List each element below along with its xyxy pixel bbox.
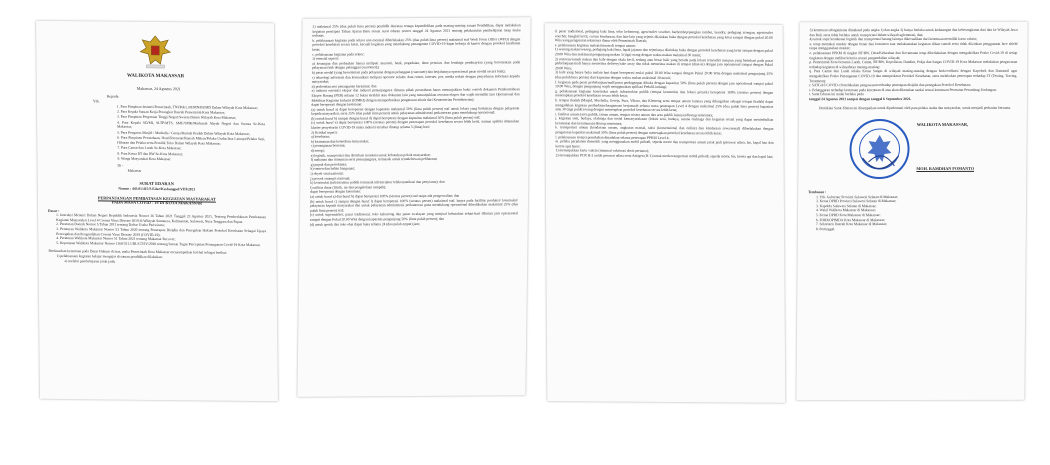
paragraph-line: i) obyek vital nasional; xyxy=(310,171,344,176)
tembusan-item: 4. Wakil Walikota Makassar di Makassar; xyxy=(815,208,876,213)
signer-title: WALIKOTA MAKASSAR, xyxy=(916,121,969,128)
paragraph-line: 1) esensial seperti: xyxy=(312,56,339,61)
paragraph-line: d) perhotelan non penanganan karantina; dan xyxy=(311,83,377,89)
paragraph-line: a) kesehatan; xyxy=(310,134,330,139)
paragraph-line: 2) menunjukkan PCR H-2 untuk pesawat udara serta Antigen (H-1) untuk moda transportasi mobil pribadi, sepeda motor, bis, kereta api dan kapal laut; xyxy=(555,153,774,159)
recipient-item: 2. Para Kepala Satuan Kerja Perangkat Daerah Pemerintah Kota Makassar; xyxy=(116,109,225,115)
paragraph-line: (b) untuk huruf c) sampai dengan huruf l) dapat beroperasi 100% (seratus persen) maksimal staf, hanya pada fasilitas produksi/ konstruksi/ pelayanan kepada masyarakat dan untuk pelayanan administrasi perkantoran guna mendukung operasional diberlakukan maksimal 25% (dua puluh lima persen) staf; xyxy=(309,197,519,213)
tembusan-item: 5. Ketua DPRD Kota Makassar di Makassar; xyxy=(815,213,881,218)
garuda-emblem-icon xyxy=(138,32,172,72)
paragraph-line: p. Pemerintah Kota bersama Lurah, Camat, RT/RW, Kepolisian, Dandim, Pokja dan Satgas COVID-19 Kota Makassar melakukan pengawasan terhadap kegiatan di wilayahnya masing-masing; xyxy=(809,59,1018,69)
paragraph-line: c. pelaksanaan kegiatan pada sektor: xyxy=(312,51,365,57)
recipient-item: 6. Para Pimpinan Perusahaan, Hotel/Restoran/Rumah Makan/Pelaku Usaha/Jasa Lainnya/Pelaku Seni, Hiburan dan Pelaku serta Pemilik Toko Dalam Wilayah Kota Makassar; xyxy=(117,135,266,146)
recipient-item: 7. Para Camat dan Lurah Se-Kota Makassar; xyxy=(117,145,182,151)
paragraph-line: 2) Kritikal seperti: xyxy=(311,130,338,135)
recipient-item: 9. Warga Masyarakat Kota Makassar. xyxy=(117,156,172,162)
tembusan-section xyxy=(808,190,1016,232)
paragraph-line: g. pelaksanaan kegiatan konstruksi untuk infrastruktur publik (tempat konstruksi dan lokasi proyek) beroperasi 100% (seratus persen) dengan menerapkan protokol kesehatan secara lebih ketat; xyxy=(555,88,774,99)
circular-subject-line-1: PERPANJANGAN PEMBATASAN KEGIATAN MASYARAKAT xyxy=(97,194,216,202)
tembusan-item: 2. Ketua DPRD Provinsi Sulawesi Selatan di Makassar; xyxy=(816,199,897,204)
paragraph-line: 3) kafe yang hanya buka malam hari dapat beroperasi mulai pukul 18.00 Wita sampai dengan Pukul 20.00 Wita dengan maksimal pengunjung 25% (dua puluh lima persen) dari kapasitas dengan waktu makan maksimal 30 menit; xyxy=(555,70,774,80)
paragraph-line: a) keuangan dan perbankan hanya meliputi asuransi, bank, pegadaian, dana pensiun, dan lembaga pembiayaan (yang berorientasi pada pelayanan fisik dengan pelanggan (customer)); xyxy=(311,59,521,71)
paragraph-line: b) pasar modal (yang berorientasi pada pelayanan dengan pelanggan (customer) dan berjalannya operasional pasar modal secara baik); xyxy=(311,69,506,75)
paragraph-line: 3) ketentuan sebagaimana dimaksud pada angka 1) dan angka 2) hanya berlaku untuk kedatangan dan keberangkatan dari dan ke Wilayah Jawa dan Bali, serta tidak berlaku untuk transportasi dalam wilayah aglomerasi, dan; xyxy=(809,27,1018,37)
circular-number: Nomor : 443.01/415/S.Edar/Kesbangpol/VIII/2021 xyxy=(118,186,196,192)
paragraph-line: c) penanganan bencana; xyxy=(310,143,346,149)
paragraph-line: t. Surat Edaran ini mulai berlaku pada xyxy=(809,92,864,97)
di-label: Di - xyxy=(117,163,124,168)
page-4 xyxy=(796,22,1027,400)
paragraph-line: e) logistik, transportasi dan distribusi terutama untuk kebutuhan pokok masyarakat; xyxy=(310,152,431,158)
dasar-item: 3. Peraturan Walikota Makassar Nomor 53 Tahun 2020 tentang Penerapan Disiplin dan Penegakan Hukum Protokol Kesehatan Sebagai Upaya Pencegahan dan Pengendalian Corona Virus Disease 2019 (COVID-19); xyxy=(56,226,267,237)
paragraph-line: d. pasar tradisional, pedagang kaki lima, toko kelontong, agen/outlet voucher, barbershop/pangkas rambut, laundry, pedagang asongan, agen/outlet voucher, bengkel kecil, cucian kendaraan, dan lain-lain yang sejenis diizinkan buka dengan protokol kesehatan yang ketat sampai dengan pukul 20.00 Wita yang pengaturan teknisnya diatur oleh Pemerintah Daerah; xyxy=(554,29,773,44)
point-item: a) melalui pembelajaran jarak jauh; xyxy=(64,258,116,264)
paragraph-line: k. transportasi umum (kendaraan umum, angkutan massal, taksi (konvensional dan online) dan kendaraan sewa/rental) diberlakukan dengan pengaturan kapasitas maksimal 50% (lima puluh persen) dengan menerapkan protokol kesehatan secara lebih ketat; xyxy=(555,125,774,136)
point-item: 1) pelaksanaan kegiatan belajar mengajar di satuan pendidikan dilakukan: xyxy=(56,253,163,259)
paragraph-line: n. tetap memakai masker dengan benar dan konsisten saat melaksanakan kegiatan diluar rumah serta tidak diizinkan penggunaan face shield tanpa menggunakan masker; xyxy=(809,41,1018,51)
letterhead-title: WALIKOTA MAKASSAR xyxy=(126,73,185,80)
recipient-list xyxy=(117,104,266,174)
paragraph-line: (a) untuk huruf a) dan huruf b) dapat beroperasi 100% (seratus persen) staf tanpa ada pengecualian; dan xyxy=(310,193,460,199)
paragraph-line: h. tempat ibadah (Masjid, Mushalla, Gereja, Pura, Vihara, dan Klenteng serta tempat umum lainnya yang difungsikan sebagai tempat ibadah) dapat mengadakan kegiatan peribadatan/keagamaan berjamaah selama masa penerapan Level 4 dengan maksimal 25% (dua puluh lima persen) kapasitas atau 30 (tiga puluh) orang dengan menerapkan protokol kesehatan secara lebih ketat; xyxy=(555,98,774,113)
paragraph-line: g) pupuk dan petrokimia; xyxy=(310,162,348,167)
yth-label: Yth. xyxy=(92,99,100,104)
paragraph-line: (a) untuk huruf a) dapat beroperasi dengan kapasitas maksimal 50% (lima puluh persen) staf untuk lokasi yang berkaitan dengan pelayanan kepada masyarakat, serta 25% (dua puluh lima persen) untuk pelayanan administrasi perkantoran guna mendukung operasional; xyxy=(311,105,520,116)
paragraph-line: d) energi; xyxy=(310,148,325,153)
recipient-item: 5. Para Pengurus Masjid / Mushalla / Gereja/Rumah Ibadah Dalam Wilayah Kota Makassar; xyxy=(117,130,250,136)
signature-block xyxy=(808,116,1017,186)
dasar-item: 4. Peraturan Walikota Makassar Nomor 51 Tahun 2021 tentang Makassar Recover; xyxy=(56,236,176,242)
paragraph-line: (b) untuk huruf b) sampai dengan huruf d) dapat beroperasi dengan kapasitas maksimal 50% (lima puluh persen) staf; xyxy=(311,115,481,121)
page-3 xyxy=(545,23,786,403)
paragraph-line: r. SATGAS COVID-19 melakukan pengawasan terhadap penerapan disiplin dan penegakan Protokol Kesehatan; xyxy=(809,83,971,88)
tembusan-label: Tembusan : xyxy=(808,190,827,195)
letter-date: Makassar, 24 Agustus 2021 xyxy=(136,85,181,92)
tembusan-item: 6. FORKOPIMDA Kota Makassar di Makassar; xyxy=(815,217,886,222)
paragraph-line: l) utilitas dasar (listrik, air dan pengelolaan sampah); xyxy=(310,184,387,190)
page-1 xyxy=(36,21,278,402)
dasar-item: 1. Instruksi Menteri Dalam Negeri Republik Indonesia Nomor 36 Tahun 2021 Tanggal 23 Agustus 2021, Tentang Pemberlakuan Pembatasan Kegiatan Masyarakat Level 4 Corona Virus Disease 2019 di Wilayah Sumatera, Kalimantan, Sulawesi, Nusa Tenggara dan Papua. xyxy=(56,213,267,224)
official-stamp-icon xyxy=(848,118,911,180)
recipient-item: 1. Para Pimpinan Instansi Pemerintah, TNI/Polri, BUMN/BUMD Dalam Wilayah Kota Makassar; xyxy=(116,104,258,110)
paragraph-line: j) proyek strategis nasional; xyxy=(310,176,351,181)
paragraph-line: s. Pelanggaran terhadap ketentuan pada ketentuan di atas akan dikenakan sanksi sesuai ketentuan Peraturan Perundang-Undangan; xyxy=(809,87,997,92)
paragraph-line: b) keamanan dan ketertiban masyarakat; xyxy=(310,139,370,144)
paragraph-line: h) semen dan bahan bangunan; xyxy=(310,166,356,172)
paragraph-line: f. kegiatan pada pusat perbelanjaan/mall/pusat perdagangan dibuka dengan kapasitas 50% (lima puluh persen) dengan jam operasional sampai pukul 19.00 Wita, dengan pengunjung wajib menggunakan aplikasi PeduliLindungi; xyxy=(555,79,774,90)
circular-title: SURAT EDARAN xyxy=(139,181,174,187)
paragraph-line: (c) untuk huruf e) dapat beroperasi 100% (seratus persen) dengan penerapan protokol kesehatan secara lebih ketat, namun apabila ditemukan klaster penyebaran COVID-19 maka industri tersebut ditutup selama 5 (lima) hari; xyxy=(311,119,520,130)
paragraph-line: (c) untuk supermarket, pasar tradisional, toko kelontong dan pasar swalayan yang menjual kebutuhan sehari-hari dibatasi jam operasional sampai dengan Pukul 20.00 Wita dengan kapasitas pengunjung 50% (lima puluh persen); dan xyxy=(309,211,518,222)
tembusan-item: 1. Yth. Gubernur Provinsi Sulawesi Selatan di Makassar; xyxy=(816,194,899,199)
paragraph-line: c) teknologi informasi dan komunikasi meliputi operator seluler, data center, internet, pos, media terkait dengan penyebaran informasi kepada masyarakat; xyxy=(311,73,520,84)
paragraph-line: dapat beroperasi dengan ketentuan: xyxy=(311,102,363,107)
paragraph-line: m. pelaku perjalanan domestik yang menggunakan mobil pribadi, sepeda motor dan transportasi umum jarak jauh (pesawat udara, bis, kapal laut dan kereta api) harus: xyxy=(555,139,774,149)
page-3-body xyxy=(555,29,774,159)
circular-subject-line-2: PADA MASA COVID - 19 DI KOTA MAKASSAR xyxy=(111,199,203,206)
signer-name: MOH. RAMDHAN POMANTO xyxy=(916,165,975,172)
page-4-body xyxy=(809,28,1018,97)
paragraph-line: 2) maksimal 25% (dua puluh lima persen) pendidik dan/atau tenaga kependidikan pada masing-masing satuan Pendidikan, dapat melakukan kegiatan persiapan Tahun Ajaran Baru sesuai surat edaran nomor tanggal 24 Agustus 2021 tentang pelaksanaan pembelajaran tatap muka terbatas. xyxy=(312,23,521,38)
page-2-body xyxy=(310,23,521,227)
dasar-label: Dasar : xyxy=(47,208,60,213)
paragraph-line: j. kegiatan seni, budaya, olahraga dan sosial kemasyarakatan (lokasi seni, budaya, sarana olahraga dan kegiatan sosial yang dapat menimbulkan keramaian dan kerumunan) ditutup sementara; xyxy=(555,116,774,126)
paragraph-line: e. pelaksanaan kegiatan makan/minum di tempat umum: xyxy=(554,43,636,48)
kepada-label: Kepada xyxy=(106,94,119,99)
effective-date: tanggal 24 Agustus 2021 sampai dengan tanggal 6 September 2021. xyxy=(808,96,912,102)
dasar-section xyxy=(48,208,266,247)
paragraph-line: dapat beroperasi dengan ketentuan: xyxy=(310,189,362,195)
paragraph-line: o. pelaksanaan PPKM di tingkat RT/RW, Desa/Kelurahan dan Kecamatan tetap diberlakukan dengan mengaktifkan Posko Covid-19 di setiap tingkatan dengan melihat kriteria zonasi pengendalian wilayah; xyxy=(809,50,1018,60)
paragraph-line: b. pelaksanaan kegiatan pada sektor non esensial diberlakukan 25% (dua puluh lima persen) maksimal staf Work From Office (WFO) dengan protokol kesehatan secara ketat, kecuali kegiatan yang mendukung penanganan COVID-19 dapat bekerja di kantor dengan protokol kesehatan ketat; xyxy=(312,37,521,52)
recipient-item: 4. Para Kepala SD/MI, SLTP/MTS, SMU/SMK/Madrasah Aliyah Negeri dan Swasta Se-Kota Makassar; xyxy=(117,120,266,130)
closing-paragraph: Demikian Surat Edaran ini disampaikan untuk dipedomani oleh para pelaku usaha dan masyarakat, untuk menjadi perhatian bersama. xyxy=(818,105,1011,110)
page-2 xyxy=(297,17,530,397)
paragraph-line: f) makanan dan minuman serta penunjangnya, termasuk untuk ternak/hewan peliharaan; xyxy=(310,157,438,162)
intro-paragraph: Berdasarkan ketentuan pada Dasar Hukum di atas, maka Pemerintah Kota Makassar menyampaikan hal-hal sebagai berikut: xyxy=(48,249,227,256)
dasar-item: 5. Keputusan Walikota Makassar Nomor 1160/331.1/BL/GT/IV/2020 tentang Satuan Tugas Percepatan Penanganan Covid-19 Kota Makassar. xyxy=(56,240,261,247)
paragraph-line: l. pelaksanaan resepsi pernikahan ditiadakan selama penerapan PPKM Level 4; xyxy=(555,134,670,140)
paragraph-line: 1) warung makan/warteg, pedagang kaki lima, lapak jajanan dan sejenisnya diizinkan buka dengan protokol kesehatan yang ketat sampai dengan pukul 20.00 Wita dan maksimal pengunjung makan 3 (tiga) orang dengan waktu makan maksimal 30 menit; xyxy=(554,47,773,58)
recipient-item: 3. Para Pimpinan Perguruan Tinggi Negeri/Swasta Dalam Wilayah Kota Makassar; xyxy=(117,114,237,121)
paragraph-line: 2) restoran/rumah makan dan kafe dengan skala kecil, sedang atau besar baik yang berada pada lokasi tersendiri maupun yang berlokasi pada pusat perbelanjaan/mall hanya menerima delivery/take away dan tidak menerima makan di tempat (dine-in) dengan jam operasional sampai dengan Pukul 20.00 Wita; xyxy=(554,56,773,71)
tembusan-item: 3. Kapolda Sulawesi Selatan di Makassar; xyxy=(816,203,877,209)
paragraph-line: i. fasilitas umum (area publik, taman umum, tempat wisata umum dan area publik lainnya) ditutup sementara; xyxy=(555,111,714,118)
paragraph-line: q. Para Camat dan Lurah selaku Ketua Satgas di wilayah masing-masing dengan berkoordinasi dengan Kapolsek dan Danramil agar mengaktifkan Posko Penanganan COVID-19 dan memperketat Protokol Kesehatan, serta melakukan penerapan terhadap 3T (Testing, Tracing, Treatment); xyxy=(809,69,1018,83)
paragraph-line: e) industri orientasi ekspor dan industri penunjangnya dimana pihak perusahaan harus menunjukkan bukti contoh dokumen Pemberitahuan Ekspor Barang (PEB) selama 12 bulan terakhir atau dokumen lain yang menunjukkan rencana ekspor dan wajib memiliki Izin Operasional dan Mobilitas Kegiatan Industri (IOMKI) dengan memperhatikan pengaturan teknis dari Kementerian Perindustrian); xyxy=(311,87,520,103)
recipient-item: 8. Para Ketua RT dan RW Se-Kota Makassar; xyxy=(117,151,183,156)
paragraph-line: 4) untuk sopir kendaraan logistik dan transportasi barang lainnya dikecualikan dari ketentuan memiliki kartu vaksin; xyxy=(809,37,977,42)
paragraph-line: (d) untuk apotik dan toko obat dapat buka selama 24 (dua puluh empat) jam; xyxy=(309,221,420,227)
tembusan-item: 8. Pertinggal. xyxy=(815,226,836,232)
paragraph-line: k) konstruksi (infrastruktur publik termasuk infrastruktur telekomunikasi dan penyiaran); dan xyxy=(310,179,445,185)
place-label: Makassar xyxy=(127,168,142,173)
tembusan-item: 7. Sekretaris Daerah Kota Makassar di Makassar; xyxy=(815,222,888,227)
dasar-item: 2. Peraturan Daerah Nomor 5 Tahun 2011 tentang Daftar Usaha Pariwisata; xyxy=(56,222,165,228)
paragraph-line: 1) menunjukkan kartu vaksin (minimal vaksinasi dosis pertama); xyxy=(555,148,649,154)
